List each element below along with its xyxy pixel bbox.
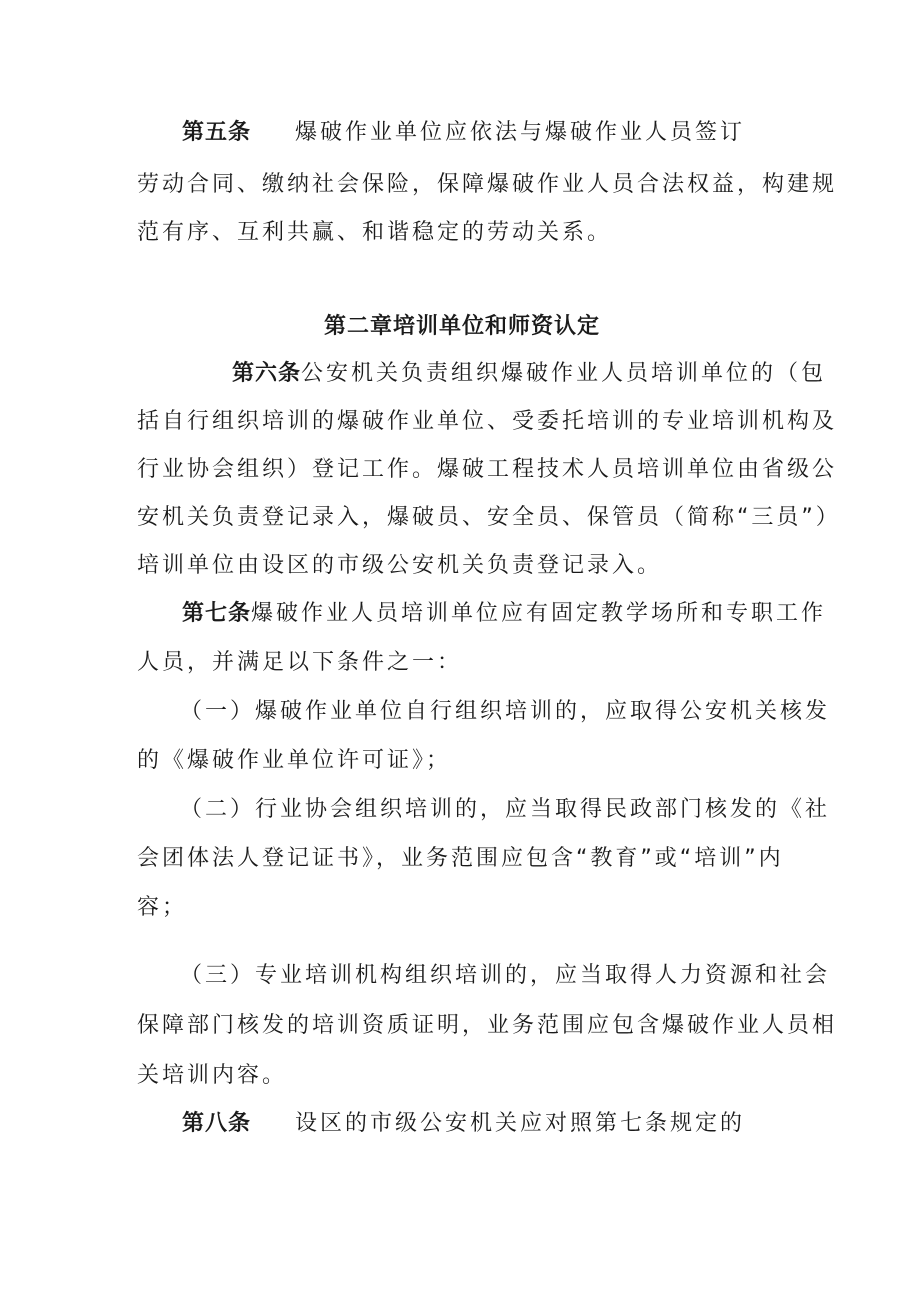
article8-line1 [182, 1109, 745, 1139]
article5-line1 [182, 118, 745, 148]
article7-item3-line2: 保障部门核发的培训资质证明，业务范围应包含爆破作业人员相 [137, 1013, 838, 1038]
article6-line1 [232, 359, 826, 389]
article7-line1 [182, 599, 826, 629]
article6-label: 第六条 [232, 361, 302, 386]
article6-line2: 括自行组织培训的爆破作业单位、受委托培训的专业培训机构及 [137, 409, 838, 434]
article7-item3-line3: 关培训内容。 [137, 1063, 288, 1088]
article5-line2: 劳动合同、缴纳社会保险，保障爆破作业人员合法权益，构建规 [137, 172, 838, 197]
article6-line5: 培训单位由设区的市级公安机关负责登记录入。 [137, 553, 663, 578]
article7-item2-line1: （二）行业协会组织培训的，应当取得民政部门核发的《社 [180, 797, 831, 822]
article7-label: 第七条 [182, 601, 252, 626]
article7-item2-line3: 容； [137, 895, 188, 920]
article7-item2-line2: 会团体法人登记证书》，业务范围应包含“教育”或“培训”内 [137, 846, 784, 871]
article7-text-1: 爆破作业人员培训单位应有固定教学场所和专职工作 [251, 601, 827, 626]
article6-line4: 安机关负责登记录入，爆破员、安全员、保管员（简称“三员”） [137, 505, 841, 530]
article5-text-1: 爆破作业单位应依法与爆破作业人员签订 [295, 120, 746, 145]
article8-text-1: 设区的市级公安机关应对照第七条规定的 [295, 1111, 746, 1136]
article7-item3-line1: （三）专业培训机构组织培训的，应当取得人力资源和社会 [180, 963, 831, 988]
article7-line2: 人员，并满足以下条件之一： [137, 650, 463, 675]
article6-line3: 行业协会组织）登记工作。爆破工程技术人员培训单位由省级公 [137, 457, 838, 482]
article5-line3: 范有序、互利共赢、和谐稳定的劳动关系。 [137, 220, 613, 245]
article7-item1-line1: （一）爆破作业单位自行组织培训的，应取得公安机关核发 [180, 699, 831, 724]
chapter-title: 第二章培训单位和师资认定 [324, 314, 601, 339]
article6-text-1: 公安机关负责组织爆破作业人员培训单位的（包 [301, 361, 827, 386]
article7-item1-line2: 的《爆破作业单位许可证》； [137, 748, 452, 773]
article5-label: 第五条 [182, 120, 252, 145]
article8-label: 第八条 [182, 1111, 252, 1136]
